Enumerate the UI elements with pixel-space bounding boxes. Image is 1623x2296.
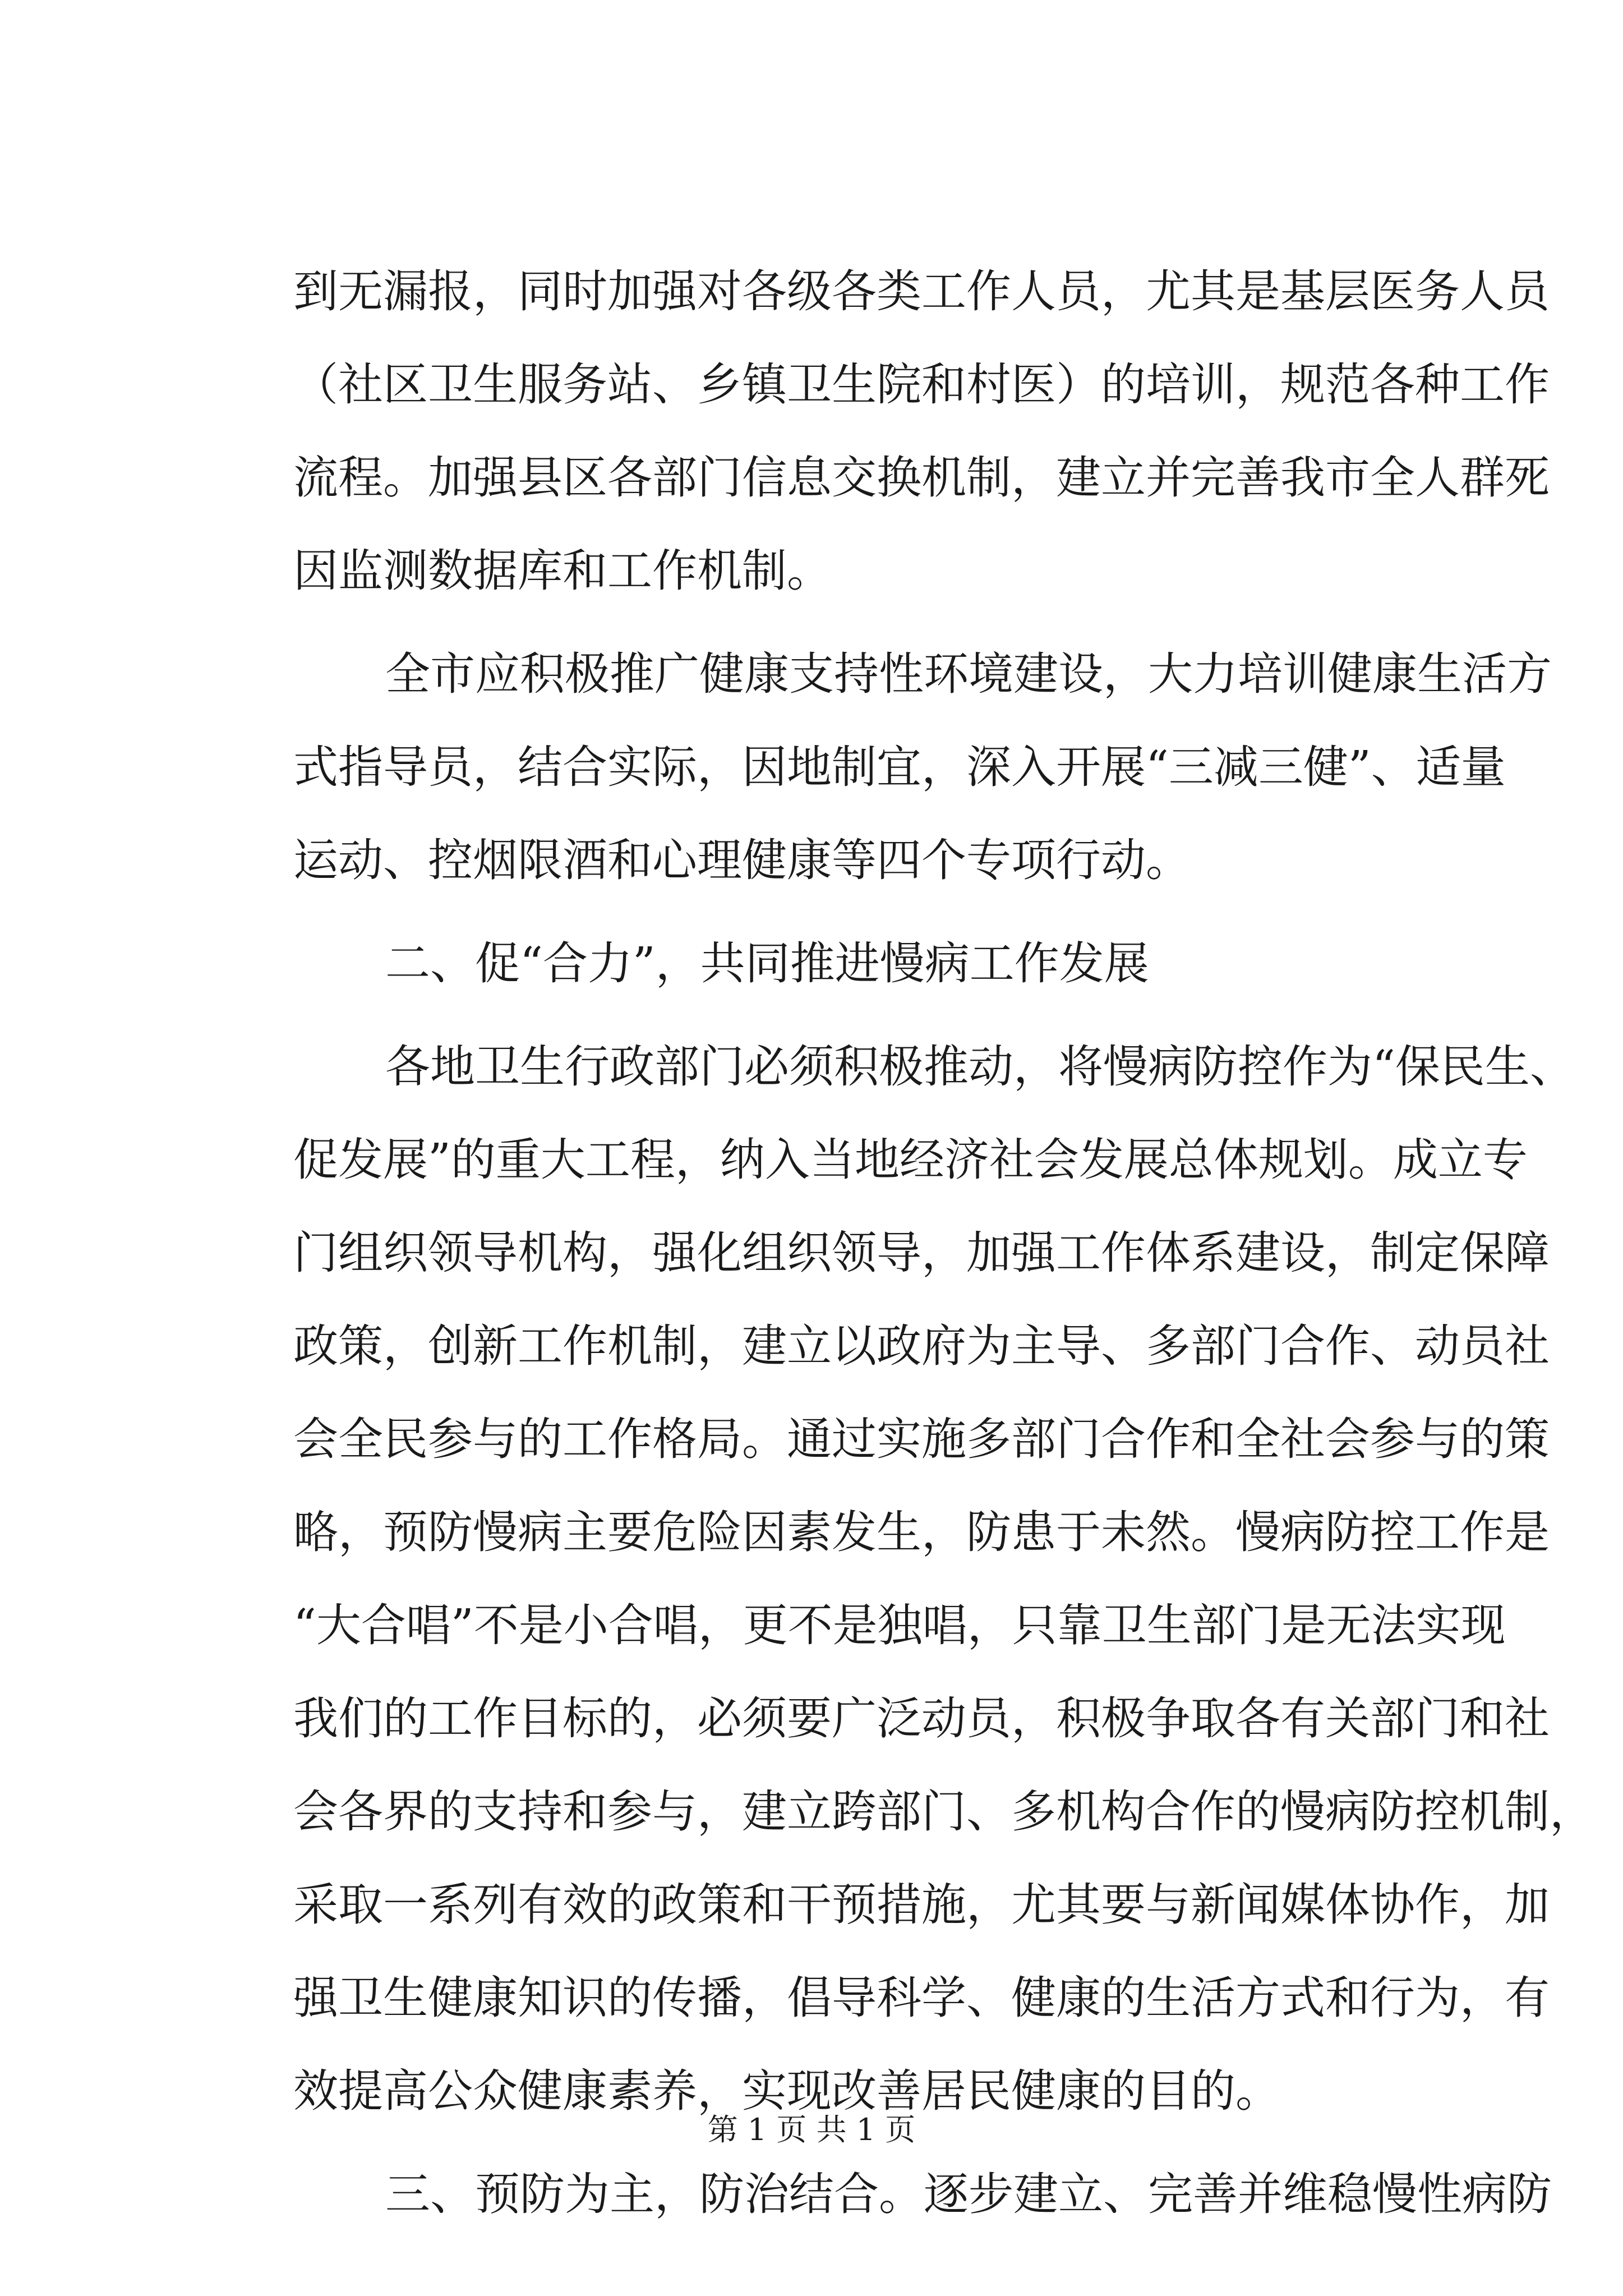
text-line: 各地卫生行政部门必须积极推动，将慢病防控作为“保民生、 [385, 1041, 1575, 1093]
text-line: 到无漏报，同时加强对各级各类工作人员，尤其是基层医务人员 [293, 265, 1550, 318]
text-line: 促发展”的重大工程，纳入当地经济社会发展总体规划。成立专 [293, 1134, 1528, 1186]
section-heading: 三、预防为主，防治结合。逐步建立、完善并维稳慢性病防 [385, 2168, 1552, 2220]
text-line: 式指导员，结合实际，因地制宜，深入开展“三减三健”、适量 [293, 741, 1506, 793]
text-line: 我们的工作目标的，必须要广泛动员，积极争取各有关部门和社 [293, 1692, 1550, 1745]
text-line: 政策，创新工作机制，建立以政府为主导、多部门合作、动员社 [293, 1320, 1550, 1372]
text-line: 门组织领导机构，强化组织领导，加强工作体系建设，制定保障 [293, 1227, 1550, 1279]
text-line: “大合唱”不是小合唱，更不是独唱，只靠卫生部门是无法实现 [293, 1599, 1506, 1651]
text-line: 运动、控烟限酒和心理健康等四个专项行动。 [293, 834, 1191, 886]
section-heading: 二、促“合力”，共同推进慢病工作发展 [385, 937, 1149, 990]
text-line: 全市应积极推广健康支持性环境建设，大力培训健康生活方 [385, 648, 1552, 700]
text-line: 因监测数据库和工作机制。 [293, 545, 832, 597]
page-footer: 第 1 页 共 1 页 [707, 2112, 916, 2147]
text-line: 采取一系列有效的政策和干预措施，尤其要与新闻媒体协作，加 [293, 1879, 1550, 1931]
text-line: 略，预防慢病主要危险因素发生，防患于未然。慢病防控工作是 [293, 1506, 1550, 1558]
text-line: （社区卫生服务站、乡镇卫生院和村医）的培训，规范各种工作 [293, 358, 1550, 411]
text-line: 会全民参与的工作格局。通过实施多部门合作和全社会参与的策 [293, 1413, 1550, 1465]
text-line: 强卫生健康知识的传播，倡导科学、健康的生活方式和行为，有 [293, 1972, 1550, 2024]
text-line: 会各界的支持和参与，建立跨部门、多机构合作的慢病防控机制， [293, 1786, 1594, 1838]
text-line: 效提高公众健康素养，实现改善居民健康的目的。 [293, 2065, 1280, 2117]
text-line: 流程。加强县区各部门信息交换机制，建立并完善我市全人群死 [293, 452, 1550, 504]
document-body [293, 264, 1594, 2260]
